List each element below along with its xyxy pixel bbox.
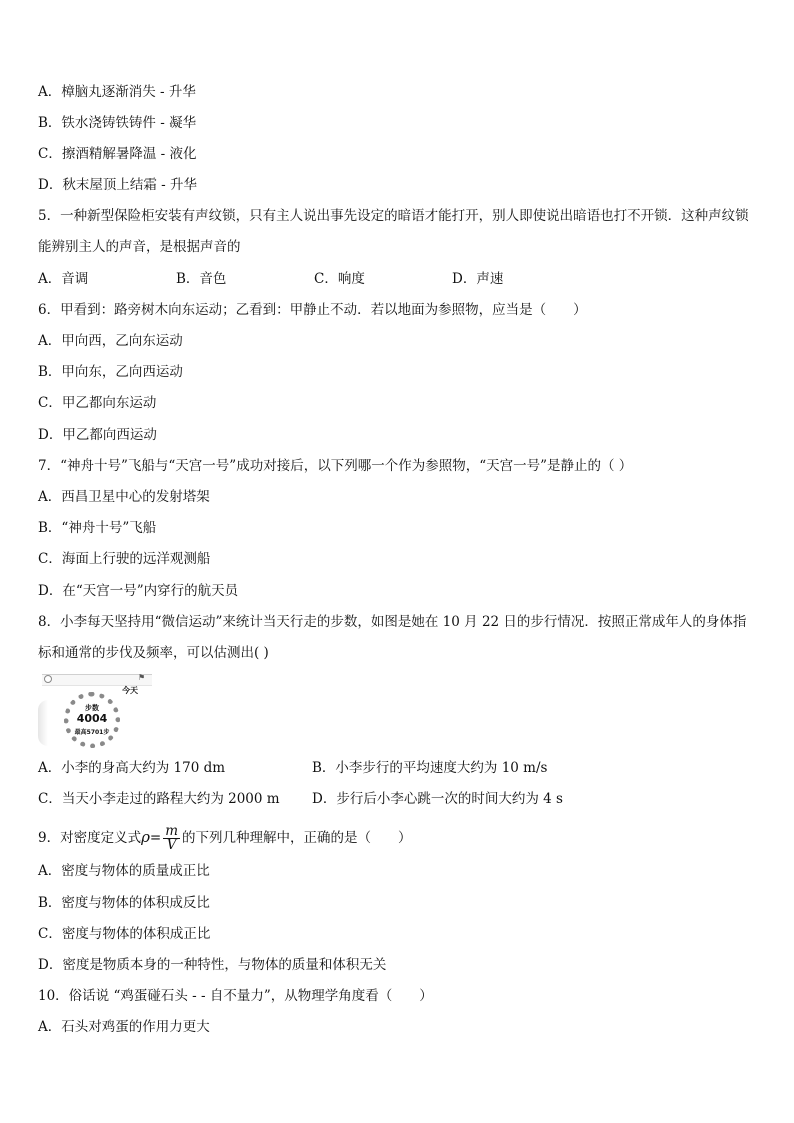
q7-option-a: A．西昌卫星中心的发射塔架 <box>38 489 210 505</box>
circle-icon <box>44 675 52 683</box>
step-ring <box>64 692 120 748</box>
flag-icon: ⚑ <box>138 673 146 682</box>
equals-sign: = <box>149 830 162 846</box>
q5-option-b: B．音色 <box>176 271 227 287</box>
q7-stem: 7．“神舟十号”飞船与“天宫一号”成功对接后，以下列哪一个作为参照物，“天宫一号”是静止的（ ） <box>38 458 633 474</box>
q5-options <box>38 270 598 288</box>
q8-option-b: B．小李步行的平均速度大约为 10 m/s <box>312 760 548 776</box>
rho-symbol: ρ <box>141 828 150 846</box>
q4-option-c: C．擦酒精解暑降温 - 液化 <box>38 146 197 162</box>
best-steps: 最高5701步 <box>74 729 110 736</box>
widget-today-label: 今天 <box>122 686 138 695</box>
density-fraction <box>163 825 180 852</box>
q5-option-c: C．响度 <box>314 271 365 287</box>
q7-option-d: D．在“天宫一号”内穿行的航天员 <box>38 583 239 599</box>
step-label: 步数 <box>85 704 99 712</box>
q6-option-c: C．甲乙都向东运动 <box>38 395 157 411</box>
q7-option-b: B．“神舟十号”飞船 <box>38 520 157 536</box>
q4-option-d: D．秋末屋顶上结霜 - 升华 <box>38 177 197 193</box>
q6-stem: 6．甲看到：路旁树木向东运动；乙看到：甲静止不动．若以地面为参照物，应当是（ ） <box>38 302 587 318</box>
q8-stem: 8．小李每天坚持用“微信运动”来统计当天行走的步数，如图是她在 10 月 22 日的步行情况．按照正常成年人的身体指标和通常的步伐及频率，可以估测出( ) <box>38 614 747 661</box>
q9-stem-after: 的下列几种理解中，正确的是（ ） <box>182 830 412 846</box>
q9-option-c: C．密度与物体的体积成正比 <box>38 926 211 942</box>
step-count: 4004 <box>76 712 108 725</box>
q7-option-c: C．海面上行驶的远洋观测船 <box>38 551 211 567</box>
wechat-step-widget <box>38 670 158 752</box>
q5-option-a: A．音调 <box>38 271 89 287</box>
q6-option-d: D．甲乙都向西运动 <box>38 427 157 443</box>
q9-option-b: B．密度与物体的体积成反比 <box>38 895 210 911</box>
q9-option-a: A．密度与物体的质量成正比 <box>38 863 210 879</box>
q6-option-a: A．甲向西，乙向东运动 <box>38 333 183 349</box>
q9-stem <box>38 822 412 853</box>
fraction-denominator: V <box>166 837 177 853</box>
fraction-numerator: m <box>165 823 179 839</box>
widget-edge-shade <box>38 700 48 746</box>
q5-stem: 5．一种新型保险柜安装有声纹锁，只有主人说出事先设定的暗语才能打开，别人即使说出暗语也打不开锁．这种声纹锁能辨别主人的声音，是根据声音的 <box>38 208 749 255</box>
q9-option-d: D．密度是物质本身的一种特性，与物体的质量和体积无关 <box>38 957 387 973</box>
q8-option-d: D．步行后小李心跳一次的时间大约为 4 s <box>312 791 563 807</box>
q8-option-a: A．小李的身高大约为 170 dm <box>38 760 226 776</box>
q10-stem: 10．俗话说 “鸡蛋碰石头 - - 自不量力”，从物理学角度看（ ） <box>38 988 433 1004</box>
q8-option-c: C．当天小李走过的路程大约为 2000 m <box>38 791 280 807</box>
q10-option-a: A．石头对鸡蛋的作用力更大 <box>38 1019 210 1035</box>
q6-option-b: B．甲向东，乙向西运动 <box>38 364 183 380</box>
q4-option-a: A．樟脑丸逐渐消失 - 升华 <box>38 84 196 100</box>
q4-option-b: B．铁水浇铸铁铸件 - 凝华 <box>38 115 197 131</box>
q9-stem-before: 9．对密度定义式 <box>38 830 142 846</box>
q5-option-d: D．声速 <box>452 271 504 287</box>
